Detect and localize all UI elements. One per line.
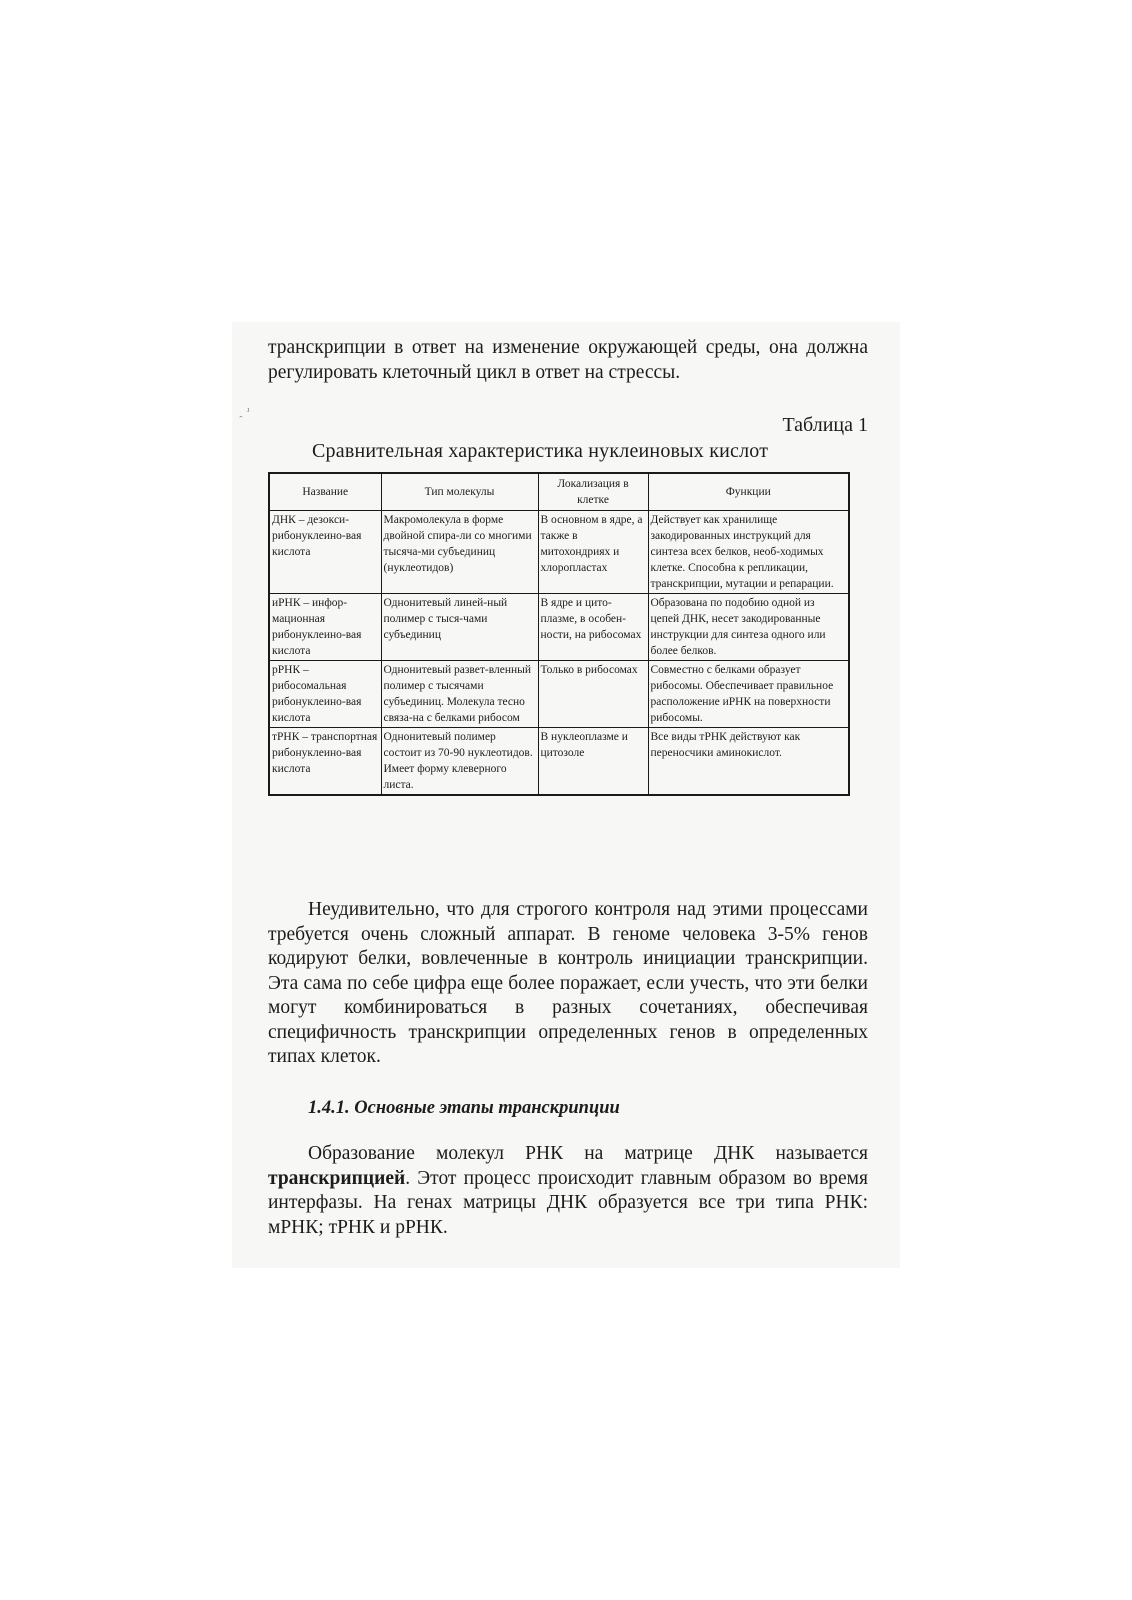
cell-location: Только в рибосомах bbox=[538, 661, 648, 728]
cell-type: Макромолекула в форме двойной спира-ли со многими тысяча-ми субъединиц (нуклеотидов) bbox=[381, 511, 538, 594]
intro-paragraph: транскрипции в ответ на изменение окружающей среды, она должна регулировать клеточный цикл в ответ на стрессы. bbox=[268, 337, 868, 383]
cell-type: Однонитевый развет-вленный полимер с тысячами субъединиц. Молекула тесно связа-на с белками рибосом bbox=[381, 661, 538, 728]
cell-type: Однонитевый линей-ный полимер с тыся-чами субъединиц bbox=[381, 594, 538, 661]
table-row bbox=[269, 594, 849, 661]
cell-name: иРНК – инфор-мационная рибонуклеино-вая кислота bbox=[269, 594, 381, 661]
cell-type: Однонитевый полимер состоит из 70-90 нуклеотидов. Имеет форму клеверного листа. bbox=[381, 728, 538, 796]
transcription-text-start: Образование молекул РНК на матрице ДНК называется bbox=[308, 1143, 868, 1164]
body-paragraph-text: Неудивительно, что для строгого контроля над этими процессами требуется очень сложный аппарат. В геноме человека 3-5% генов кодируют белки, вовлеченные в контроль инициации транскрипции. Эта сама по себе цифра еще более поражает, если учесть, что эти белки могут комбинироваться в разных сочетаниях, обеспечивая специфичность транскрипции определенных генов в определенных типах клеток. bbox=[268, 899, 868, 1067]
table-header-row bbox=[269, 473, 849, 511]
transcription-text-end: . Этот процесс происходит главным образом во время интерфазы. На генах матрицы ДНК образуется все три типа РНК: мРНК; тРНК и рРНК. bbox=[268, 1167, 868, 1238]
table-label: Таблица 1 bbox=[782, 414, 868, 436]
cell-name: рРНК – рибосомальная рибонуклеино-вая кислота bbox=[269, 661, 381, 728]
cell-function: Все виды тРНК действуют как переносчики аминокислот. bbox=[648, 728, 849, 796]
transcription-term: транскрипцией bbox=[268, 1167, 406, 1189]
header-name: Название bbox=[269, 473, 381, 511]
cell-function: Совместно с белками образует рибосомы. Обеспечивает правильное расположение иРНК на поверхности рибосомы. bbox=[648, 661, 849, 728]
cell-name: ДНК – дезокси-рибонуклеино-вая кислота bbox=[269, 511, 381, 594]
table-title: Сравнительная характеристика нуклеиновых кислот bbox=[312, 440, 769, 462]
table-row bbox=[269, 511, 849, 594]
transcription-paragraph bbox=[268, 1142, 868, 1240]
table-row bbox=[269, 728, 849, 796]
section-heading: 1.4.1. Основные этапы транскрипции bbox=[308, 1098, 620, 1118]
header-location: Локализация в клетке bbox=[538, 473, 648, 511]
header-functions: Функции bbox=[648, 473, 849, 511]
scan-artifact-mark: ꞈ ¹ bbox=[240, 406, 250, 418]
cell-function: Действует как хранилище закодированных инструкций для синтеза всех белков, необ-ходимых клетке. Способна к репликации, транскрипции, мутации и репарации. bbox=[648, 511, 849, 594]
body-paragraph bbox=[268, 898, 868, 1070]
cell-location: В основном в ядре, а также в митохондриях и хлоропластах bbox=[538, 511, 648, 594]
nucleic-acids-table bbox=[268, 472, 850, 796]
cell-function: Образована по подобию одной из цепей ДНК, несет закодированные инструкции для синтеза одного или более белков. bbox=[648, 594, 849, 661]
cell-name: тРНК – транспортная рибонуклеино-вая кислота bbox=[269, 728, 381, 796]
table-row bbox=[269, 661, 849, 728]
cell-location: В нуклеоплазме и цитозоле bbox=[538, 728, 648, 796]
cell-location: В ядре и цито-плазме, в особен-ности, на рибосомах bbox=[538, 594, 648, 661]
header-type: Тип молекулы bbox=[381, 473, 538, 511]
